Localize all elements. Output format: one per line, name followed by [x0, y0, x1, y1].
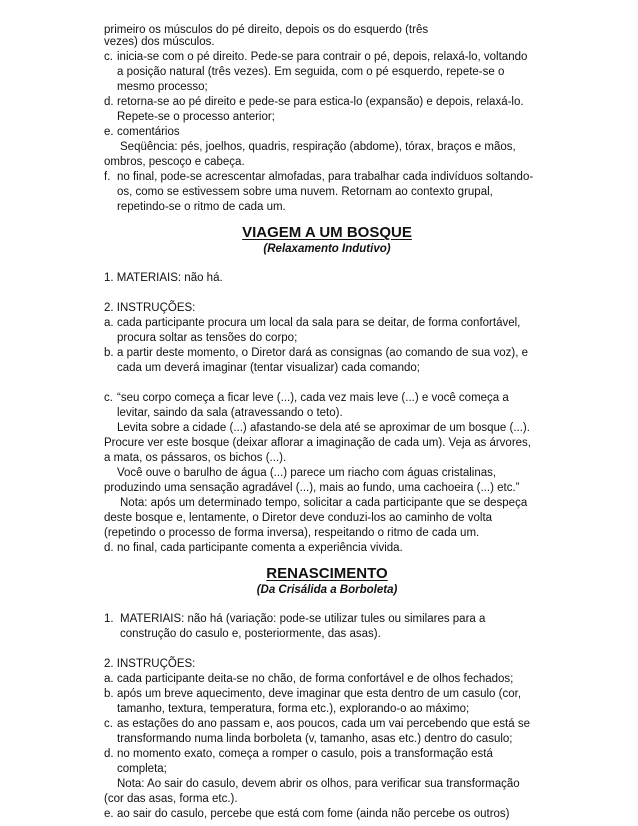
list-item-a: [104, 316, 534, 346]
list-item-text: comentários: [117, 126, 180, 138]
list-item-b: [104, 346, 534, 376]
list-marker: a.: [104, 673, 114, 685]
sequence-paragraph: Seqüência: pés, joelhos, quadris, respiração (abdome), tórax, braços e mãos, ombros, pescoço e cabeça.: [104, 141, 516, 168]
item-b-continuation: vezes) dos músculos.: [104, 36, 215, 48]
list-item-c: [104, 50, 534, 95]
section-title-bosque: VIAGEM A UM BOSQUE: [242, 224, 412, 241]
list-item-f: [104, 170, 534, 215]
list-item-d: [104, 95, 534, 125]
section-subtitle-bosque: (Relaxamento Indutivo): [263, 243, 391, 255]
list-marker: a.: [104, 317, 114, 329]
list-item-text: as estações do ano passam e, aos poucos, cada um vai percebendo que está se transformando numa linda borboleta (v, tamanho, asas etc.) dentro do casulo;: [117, 718, 530, 745]
list-item-text: no final, cada participante comenta a experiência vivida.: [117, 542, 403, 554]
list-marker: c.: [104, 718, 113, 730]
list-marker: d.: [104, 96, 114, 108]
list-item-text: ao sair do casulo, percebe que está com fome (ainda não percebe os outros): [117, 808, 510, 820]
section-title-renascimento: RENASCIMENTO: [266, 565, 388, 582]
list-marker: 1.: [104, 613, 114, 625]
list-item-text: cada participante procura um local da sala para se deitar, de forma confortável, procura soltar as tensões do corpo;: [117, 317, 521, 344]
list-item-text: MATERIAIS: não há (variação: pode-se utilizar tules ou similares para a construção do casulo e, posteriormente, das asas).: [120, 613, 486, 640]
list-marker: b.: [104, 688, 114, 700]
list-item-a: [104, 672, 534, 687]
list-item-d: [104, 747, 534, 777]
materials-item: [104, 612, 534, 642]
list-marker: c.: [104, 392, 113, 404]
narrative-paragraph: Levita sobre a cidade (...) afastando-se dela até se aproximar de um bosque (...). Procure ver este bosque (deixar aflorar a imaginação de cada um). Veja as árvores, a mata, os pássaros, os bichos (...).: [104, 422, 531, 464]
section-subtitle-renascimento: (Da Crisálida a Borboleta): [256, 584, 398, 596]
instructions-heading: 2. INSTRUÇÕES:: [104, 302, 196, 314]
materials-line: 1. MATERIAIS: não há.: [104, 272, 223, 284]
list-item-text: no momento exato, começa a romper o casulo, pois a transformação está completa;: [117, 748, 493, 775]
instructions-heading: 2. INSTRUÇÕES:: [104, 658, 196, 670]
list-item-text: retorna-se ao pé direito e pede-se para estica-lo (expansão) e depois, relaxá-lo. Repete-se o processo anterior;: [117, 96, 524, 123]
note-paragraph: Nota: Ao sair do casulo, devem abrir os olhos, para verificar sua transformação (cor das asas, forma etc.).: [104, 778, 520, 805]
list-item-c: [104, 391, 534, 421]
note-paragraph: Nota: após um determinado tempo, solicitar a cada participante que se despeça deste bosque e, lentamente, o Diretor deve conduzi-los ao caminho de volta (repetindo o processo de forma inversa), respeitando o ritmo de cada um.: [104, 497, 528, 539]
cut-off-line: primeiro os músculos do pé direito, depois os do esquerdo (três: [104, 24, 429, 35]
list-marker: d.: [104, 542, 114, 554]
list-item-text: cada participante deita-se no chão, de forma confortável e de olhos fechados;: [117, 673, 514, 685]
list-item-text: “seu corpo começa a ficar leve (...), cada vez mais leve (...) e você começa a levitar, saindo da sala (atravessando o teto).: [117, 392, 509, 419]
list-marker: c.: [104, 51, 113, 63]
list-item-e: [104, 125, 534, 140]
list-marker: b.: [104, 347, 114, 359]
list-item-e: [104, 807, 534, 822]
list-marker: f.: [104, 171, 111, 183]
document-page: [104, 24, 534, 822]
list-item-b: [104, 687, 534, 717]
list-marker: e.: [104, 808, 114, 820]
list-item-text: após um breve aquecimento, deve imaginar que esta dentro de um casulo (cor, tamanho, textura, temperatura, forma etc.), explorando-o ao máximo;: [117, 688, 522, 715]
list-item-c: [104, 717, 534, 747]
list-marker: e.: [104, 126, 114, 138]
narrative-paragraph: Você ouve o barulho de água (...) parece um riacho com águas cristalinas, produzindo uma sensação agradável (...), mais ao fundo, uma cachoeira (...) etc.”: [104, 467, 520, 494]
list-item-text: inicia-se com o pé direito. Pede-se para contrair o pé, depois, relaxá-lo, voltando a posição natural (três vezes). Em seguida, com o pé esquerdo, repete-se o mesmo processo;: [117, 51, 528, 93]
list-item-text: no final, pode-se acrescentar almofadas, para trabalhar cada indivíduos soltando-os, como se estivessem sobre uma nuvem. Retornam ao contexto grupal, repetindo-se o ritmo de cada um.: [117, 171, 534, 213]
list-item-text: a partir deste momento, o Diretor dará as consignas (ao comando de sua voz), e cada um deverá imaginar (tentar visualizar) cada comando;: [117, 347, 529, 374]
list-marker: d.: [104, 748, 114, 760]
list-item-d: [104, 541, 534, 556]
